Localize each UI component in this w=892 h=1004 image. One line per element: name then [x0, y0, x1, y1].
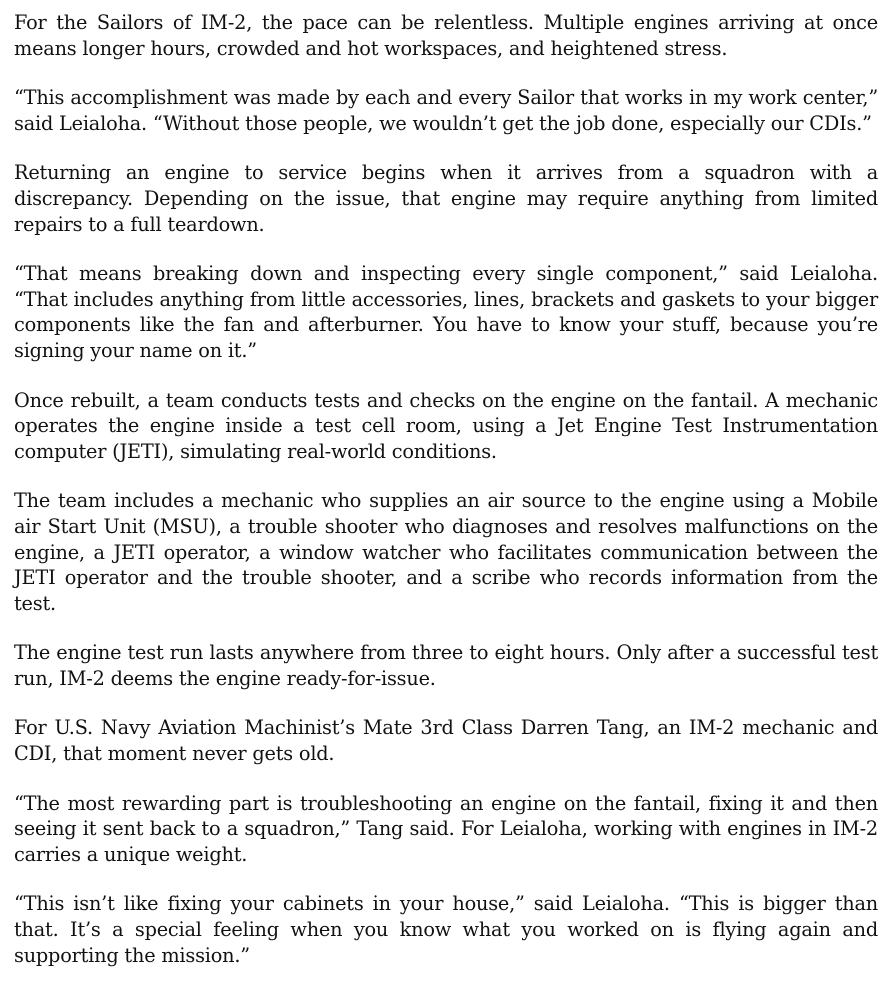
paragraph-7: The engine test run lasts anywhere from three to eight hours. Only after a successful test run, IM-2 deems the engine ready-for-issue.: [14, 641, 878, 690]
paragraph-1: For the Sailors of IM-2, the pace can be relentless. Multiple engines arriving at once means longer hours, crowded and hot workspaces, and heightened stress.: [14, 11, 878, 60]
paragraph-6: The team includes a mechanic who supplies an air source to the engine using a Mobile air Start Unit (MSU), a trouble shooter who diagnoses and resolves malfunctions on the engine, a JETI operator, a window watcher who facilitates communication between the JETI operator and the trouble shooter, and a scribe who records information from the test.: [14, 489, 878, 615]
paragraph-10: “This isn’t like fixing your cabinets in your house,” said Leialoha. “This is bigger than that. It’s a special feeling when you know what you worked on is flying again and supporting the mission.”: [14, 892, 878, 967]
paragraph-5: Once rebuilt, a team conducts tests and checks on the engine on the fantail. A mechanic operates the engine inside a test cell room, using a Jet Engine Test Instrumentation computer (JETI), simulating real-world conditions.: [14, 388, 878, 463]
paragraph-9: “The most rewarding part is troubleshooting an engine on the fantail, fixing it and then seeing it sent back to a squadron,” Tang said. For Leialoha, working with engines in IM-2 carries a unique weight.: [14, 791, 878, 866]
paragraph-2: “This accomplishment was made by each and every Sailor that works in my work center,” said Leialoha. “Without those people, we wouldn’t get the job done, especially our CDIs.”: [14, 86, 878, 135]
paragraph-3: Returning an engine to service begins when it arrives from a squadron with a discrepancy. Depending on the issue, that engine may require anything from limited repairs to a full teardown.: [14, 161, 878, 236]
paragraph-8: For U.S. Navy Aviation Machinist’s Mate 3rd Class Darren Tang, an IM-2 mechanic and CDI, that moment never gets old.: [14, 716, 878, 766]
paragraph-4: “That means breaking down and inspecting every single component,” said Leialoha. “That includes anything from little accessories, lines, brackets and gaskets to your bigger components like the fan and afterburner. You have to know your stuff, because you’re signing your name on it.”: [14, 262, 878, 362]
